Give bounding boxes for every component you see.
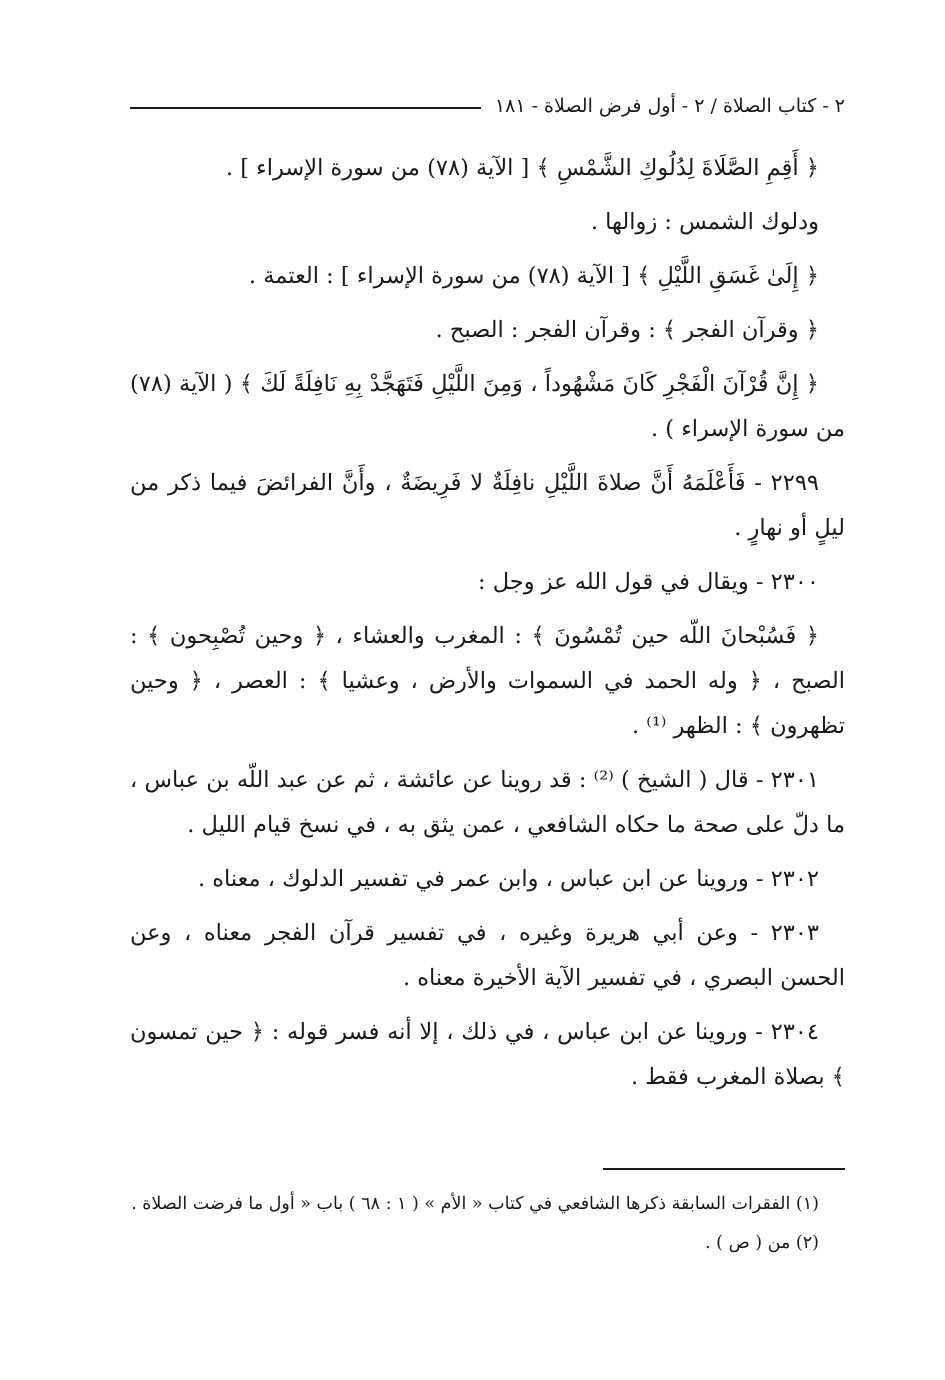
verse-line-1: ﴿ أَقِمِ الصَّلَاةَ لِدُلُوكِ الشَّمْسِ ﴾ [ الآية (٧٨) من سورة الإسراء ] . — [225, 155, 819, 181]
footnote-2: (٢) من ( ص ) . — [705, 1233, 819, 1253]
paragraph-2301: ٢٣٠١ - قال ( الشيخ ) ⁽²⁾ : قد روينا عن عائشة ، ثم عن عبد اللّه بن عباس ، ما دلّ على صحة ما حكاه الشافعي ، عمن يثق به ، في نسخ قيام الليل . — [130, 767, 845, 838]
verse-line-5: ﴿ فَسُبْحانَ اللّه حين تُمْسُونَ ﴾ : المغرب والعشاء ، ﴿ وحين تُصْبِحون ﴾ : الصبح ، ﴿ وله الحمد في السموات والأرض ، وعشيا ﴾ : العصر ، ﴿ وحين تظهرون ﴾ : الظهر ⁽¹⁾ . — [130, 623, 845, 739]
running-head-rule — [130, 107, 481, 109]
paragraph-2303: ٢٣٠٣ - وعن أبي هريرة وغيره ، في تفسير قرآن الفجر معناه ، وعن الحسن البصري ، في تفسير الآية الأخيرة معناه . — [130, 920, 845, 991]
verse-line-3: ﴿ وقرآن الفجر ﴾ : وقرآن الفجر : الصبح . — [435, 317, 819, 343]
verse-line-4: ﴿ إِنَّ قُرْآنَ الْفَجْرِ كَانَ مَشْهُوداً ، وَمِنَ اللَّيْلِ فَتَهَجَّدْ بِهِ نَافِلَةً لَكَ ﴾ ( الآية (٧٨) من سورة الإسراء ) . — [130, 371, 845, 442]
footnote-separator — [603, 1168, 845, 1170]
paragraph-2304: ٢٣٠٤ - وروينا عن ابن عباس ، في ذلك ، إلا أنه فسر قوله : ﴿ حين تمسون ﴾ بصلاة المغرب فقط . — [130, 1019, 845, 1090]
footnote-1: (١) الفقرات السابقة ذكرها الشافعي في كتاب « الأم » ( ١ : ٦٨ ) باب « أول ما فرضت الصلاة . — [131, 1194, 819, 1214]
footnotes — [130, 1188, 845, 1266]
running-head — [130, 88, 845, 124]
main-text — [130, 146, 845, 1109]
paragraph-2299: ٢٢٩٩ - فَأَعْلَمَهُ أَنَّ صلاةَ اللَّيْلِ نافِلَةٌ لا فَرِيضَةٌ ، وأَنَّ الفرائضَ فيما ذكر من ليلٍ أو نهارٍ . — [130, 470, 845, 541]
paragraph-2300: ٢٣٠٠ - ويقال في قول الله عز وجل : — [478, 569, 819, 595]
explanation-line-1: ودلوك الشمس : زوالها . — [590, 209, 819, 235]
running-head-title: ٢ - كتاب الصلاة / ٢ - أول فرض الصلاة - ١٨١ — [494, 95, 845, 117]
verse-line-2: ﴿ إِلَىٰ غَسَقِ اللَّيْلِ ﴾ [ الآية (٧٨) من سورة الإسراء ] : العتمة . — [248, 263, 819, 289]
paragraph-2302: ٢٣٠٢ - وروينا عن ابن عباس ، وابن عمر في تفسير الدلوك ، معناه . — [197, 866, 819, 892]
